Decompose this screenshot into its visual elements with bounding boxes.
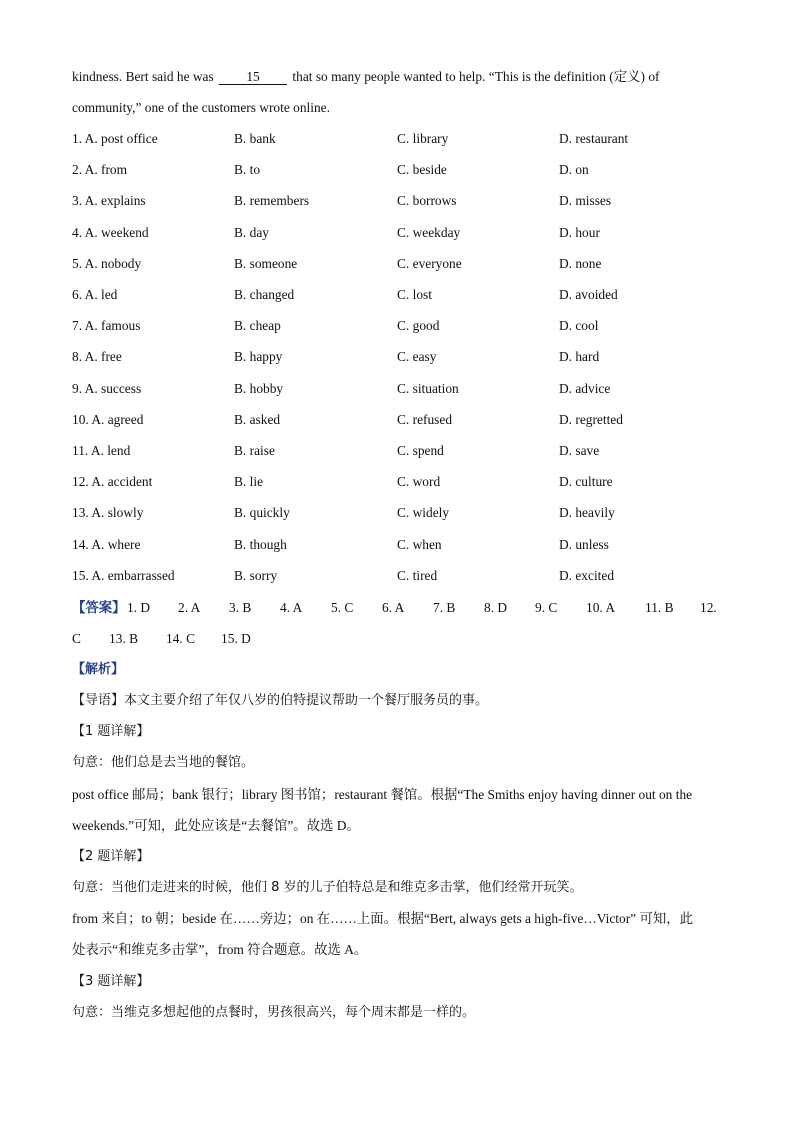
passage-text-before-blank: kindness. Bert said he was xyxy=(72,69,214,84)
option-row xyxy=(72,473,722,491)
answer-item: 1. D xyxy=(127,600,151,615)
answer-item: 4. A xyxy=(280,600,303,615)
option-b: B. happy xyxy=(234,349,283,365)
option-c: C. everyone xyxy=(397,255,462,271)
answer-item: 3. B xyxy=(229,600,252,615)
q2-heading: 【2 题详解】 xyxy=(72,849,150,864)
q3-meaning: 句意：当维克多想起他的点餐时，男孩很高兴，每个周末都是一样的。 xyxy=(72,1005,476,1020)
option-c: C. good xyxy=(397,318,440,334)
option-c: C. refused xyxy=(397,411,453,427)
option-a: 8. A. free xyxy=(72,349,122,365)
option-a: 9. A. success xyxy=(72,380,142,396)
option-row xyxy=(72,224,722,242)
option-a: 2. A. from xyxy=(72,162,128,178)
answer-item: 6. A xyxy=(382,600,405,615)
option-d: D. advice xyxy=(559,380,611,396)
q1-explanation-line-1: post office 邮局；bank 银行；library 图书馆；restaurant 餐馆。根据“The Smiths enjoy having dinner out on the xyxy=(72,787,693,802)
q3-heading: 【3 题详解】 xyxy=(72,974,150,989)
answer-row-1 xyxy=(72,599,722,617)
option-c: C. spend xyxy=(397,443,444,458)
q2-explanation-line-2: 处表示“和维克多击掌”，from 符合题意。故选 A。 xyxy=(72,942,368,957)
option-b: B. sorry xyxy=(234,567,278,583)
option-d: D. culture xyxy=(559,474,613,490)
passage-line-1 xyxy=(72,68,659,86)
option-row xyxy=(72,255,722,273)
option-b: B. someone xyxy=(234,255,298,271)
option-c: C. tired xyxy=(397,567,438,583)
option-b: B. though xyxy=(234,536,287,552)
q2-explanation-line-1: from 来自；to 朝；beside 在……旁边；on 在……上面。根据“Bert, always gets a high-five…Victor” 可知，此 xyxy=(72,911,694,926)
option-row xyxy=(72,161,722,179)
answer-item: 13. B xyxy=(109,631,139,646)
answer-item: 8. D xyxy=(484,600,508,615)
option-d: D. avoided xyxy=(559,287,618,302)
q1-meaning: 句意：他们总是去当地的餐馆。 xyxy=(72,755,255,770)
q2-meaning: 句意：当他们走进来的时候，他们 8 岁的儿子伯特总是和维克多击掌，他们经常开玩笑。 xyxy=(72,880,583,895)
option-d: D. hard xyxy=(559,349,600,365)
q1-heading: 【1 题详解】 xyxy=(72,724,150,739)
option-a: 13. A. slowly xyxy=(72,505,144,521)
option-row xyxy=(72,192,722,210)
option-row xyxy=(72,130,722,148)
option-row xyxy=(72,567,722,585)
option-c: C. weekday xyxy=(397,224,461,240)
option-row xyxy=(72,348,722,366)
answer-item: 5. C xyxy=(331,600,354,615)
passage-line-2: community,” one of the customers wrote online. xyxy=(72,100,330,115)
option-c: C. widely xyxy=(397,505,450,521)
answer-row-2 xyxy=(72,630,722,648)
option-b: B. hobby xyxy=(234,380,284,396)
q1-explanation-line-2: weekends.”可知，此处应该是“去餐馆”。故选 D。 xyxy=(72,818,360,833)
answer-item: 10. A xyxy=(586,600,616,615)
option-d: D. excited xyxy=(559,567,615,583)
option-a: 11. A. lend xyxy=(72,443,131,458)
guide-text: 【导语】本文主要介绍了年仅八岁的伯特提议帮助一个餐厅服务员的事。 xyxy=(72,693,489,708)
answer-item: 12. xyxy=(700,600,717,615)
option-c: C. easy xyxy=(397,349,437,365)
option-row xyxy=(72,286,722,304)
option-row xyxy=(72,380,722,398)
answer-label: 【答案】 xyxy=(72,600,126,615)
option-b: B. cheap xyxy=(234,318,281,334)
answer-item: 9. C xyxy=(535,600,558,615)
option-b: B. bank xyxy=(234,131,276,146)
option-a: 3. A. explains xyxy=(72,193,146,209)
answer-item: 15. D xyxy=(221,631,251,646)
option-c: C. library xyxy=(397,131,449,146)
option-a: 14. A. where xyxy=(72,536,141,552)
option-a: 5. A. nobody xyxy=(72,255,142,271)
option-row xyxy=(72,536,722,554)
option-b: B. asked xyxy=(234,411,281,427)
option-c: C. word xyxy=(397,474,441,490)
passage-text-after-blank: that so many people wanted to help. “This is the definition (定义) of xyxy=(292,69,660,84)
option-c: C. lost xyxy=(397,287,432,302)
option-row xyxy=(72,317,722,335)
answer-item: C xyxy=(72,631,81,646)
option-b: B. raise xyxy=(234,443,275,458)
option-c: C. beside xyxy=(397,162,447,178)
answer-item: 14. C xyxy=(166,631,196,646)
answer-item: 7. B xyxy=(433,600,456,615)
option-a: 4. A. weekend xyxy=(72,224,149,240)
option-c: C. when xyxy=(397,536,442,552)
option-row xyxy=(72,411,722,429)
answer-item: 11. B xyxy=(645,600,674,615)
option-a: 7. A. famous xyxy=(72,318,141,334)
option-d: D. unless xyxy=(559,536,609,552)
option-a: 15. A. embarrassed xyxy=(72,567,175,583)
option-d: D. restaurant xyxy=(559,131,629,146)
option-d: D. hour xyxy=(559,224,600,240)
option-a: 10. A. agreed xyxy=(72,411,144,427)
option-a: 6. A. led xyxy=(72,287,118,302)
option-b: B. lie xyxy=(234,474,264,490)
option-a: 12. A. accident xyxy=(72,474,153,490)
option-c: C. situation xyxy=(397,380,459,396)
option-b: B. to xyxy=(234,162,261,178)
blank-15: 15 xyxy=(219,69,287,85)
option-b: B. remembers xyxy=(234,193,310,209)
option-row xyxy=(72,504,722,522)
option-d: D. cool xyxy=(559,318,599,334)
option-d: D. none xyxy=(559,255,602,271)
option-b: B. day xyxy=(234,224,269,240)
option-row xyxy=(72,442,722,460)
option-a: 1. A. post office xyxy=(72,131,158,146)
analysis-label: 【解析】 xyxy=(72,662,125,677)
option-c: C. borrows xyxy=(397,193,457,209)
option-d: D. save xyxy=(559,443,600,458)
option-d: D. on xyxy=(559,162,589,178)
option-d: D. heavily xyxy=(559,505,615,521)
answer-item: 2. A xyxy=(178,600,201,615)
option-d: D. misses xyxy=(559,193,612,209)
option-d: D. regretted xyxy=(559,411,623,427)
option-b: B. quickly xyxy=(234,505,290,521)
option-b: B. changed xyxy=(234,287,295,302)
